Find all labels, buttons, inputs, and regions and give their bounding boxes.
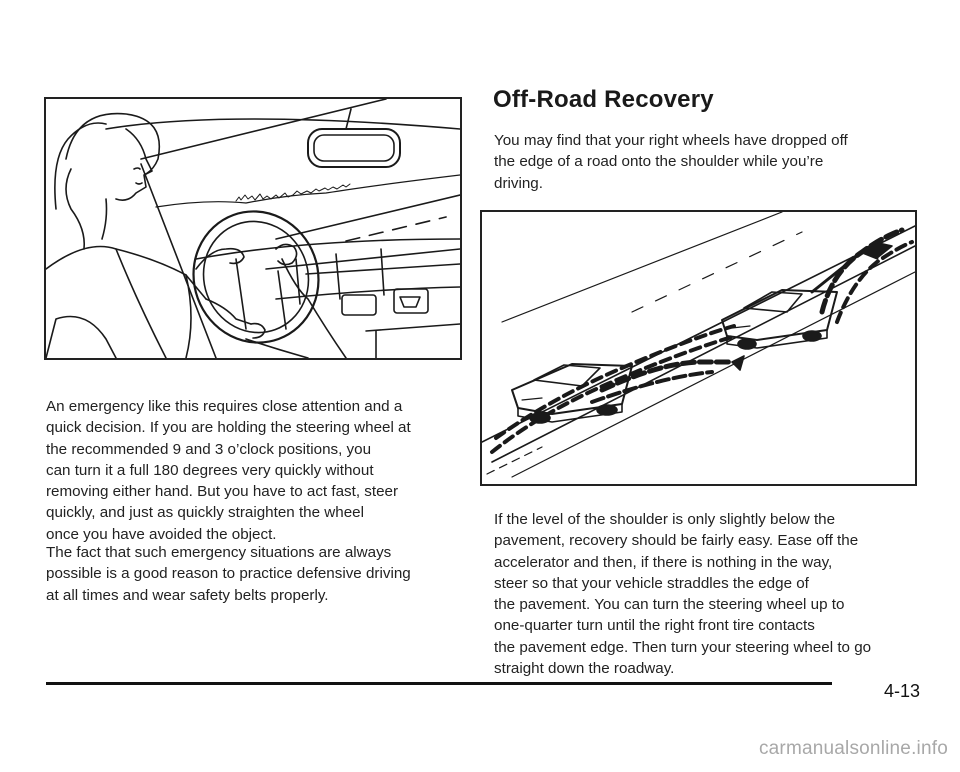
watermark-text: carmanualsonline.info (758, 738, 948, 759)
text-line: possible is a good reason to practice defensive driving (46, 565, 411, 583)
text-line: once you have avoided the object. (46, 525, 277, 543)
text-line: driving. (494, 174, 543, 192)
text-line: quickly, and just as quickly straighten the wheel (46, 504, 364, 522)
text-line: straight down the roadway. (494, 660, 675, 678)
text-line: If the level of the shoulder is only slightly below the (494, 511, 836, 528)
text-line: An emergency like this requires close attention and a (46, 398, 403, 415)
off-road-recovery-illustration (480, 210, 917, 486)
defensive-driving-paragraph (46, 542, 466, 606)
intro-paragraph (494, 130, 924, 194)
text-line: the pavement. You can turn the steering wheel up to (494, 596, 845, 614)
text-line: accelerator and then, if there is nothing in the way, (494, 553, 833, 571)
text-line: one-quarter turn until the right front tire contacts (494, 617, 815, 635)
footer-rule (46, 682, 832, 685)
recovery-paragraph (494, 509, 934, 679)
text-line: pavement, recovery should be fairly easy. Ease off the (494, 532, 859, 550)
emergency-paragraph (46, 396, 466, 545)
text-line: quick decision. If you are holding the steering wheel at (46, 419, 411, 437)
driver-steering-illustration (44, 97, 462, 360)
section-heading: Off-Road Recovery (493, 86, 714, 113)
text-line: steer so that your vehicle straddles the edge of (494, 574, 809, 592)
text-line: the pavement edge. Then turn your steering wheel to go (494, 638, 872, 656)
page-number: 4-13 (884, 681, 921, 701)
text-line: can turn it a full 180 degrees very quickly without (46, 461, 374, 479)
text-line: the edge of a road onto the shoulder while you’re (494, 153, 824, 171)
text-line: the recommended 9 and 3 o’clock positions, you (46, 440, 372, 458)
text-line: at all times and wear safety belts properly. (46, 586, 329, 604)
text-line: removing either hand. But you have to act fast, steer (46, 483, 399, 501)
text-line: You may find that your right wheels have dropped off (494, 132, 848, 149)
text-line: The fact that such emergency situations are always (46, 544, 392, 561)
